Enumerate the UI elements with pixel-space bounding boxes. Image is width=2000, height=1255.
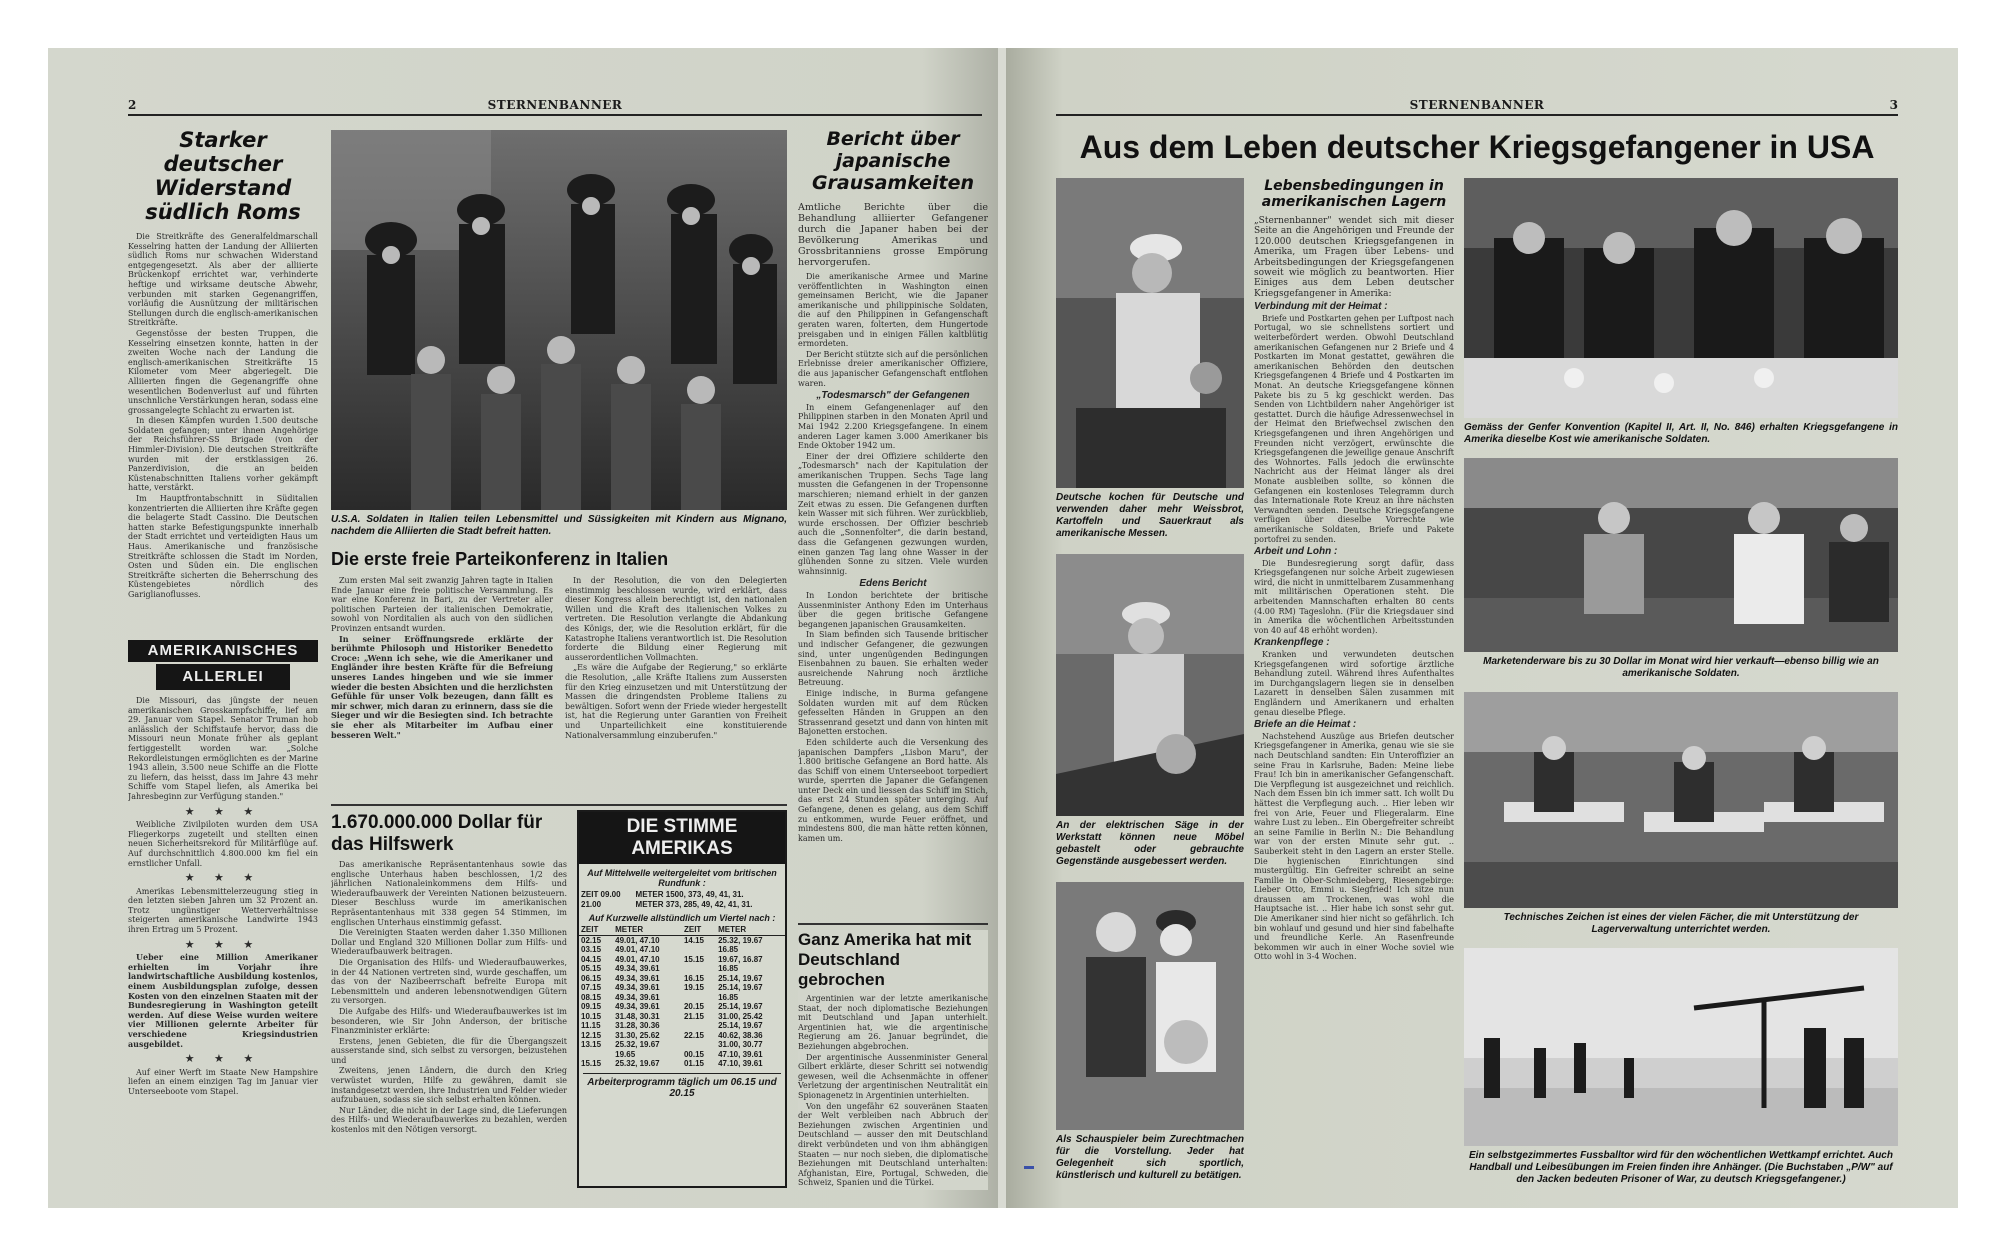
kw-zeit — [682, 1040, 716, 1050]
kw-meter: 25.14, 19.67 — [718, 1002, 763, 1011]
allerlei-item: Auf einer Werft im Staate New Hampshire liefen an einem einzigen Tag im Januar vier Unterseeboote vom Stapel. — [128, 1067, 318, 1096]
column-1 — [128, 128, 318, 1188]
kw-zeit — [682, 964, 716, 974]
kw-zeit: 22.15 — [683, 1030, 705, 1040]
kw-meter: 31.00, 25.42 — [718, 1011, 763, 1021]
mw-meter: METER 1500, 373, 49, 41, 31. — [635, 890, 744, 899]
caption-mess-hall: Gemäss der Genfer Konvention (Kapitel II, Art. II, No. 846) erhalten Kriegsgefangene in Amerika dieselbe Kost wie amerikanische Soldaten. — [1464, 422, 1898, 445]
allerlei-section — [128, 640, 318, 1098]
paragraph: Einige indische, in Burma gefangene Soldaten wurden mit auf dem Rücken gefesselten Händen in Gruppen an den Strassenrand gesetzt und dann von hinten mit Bajonetten erstochen. — [798, 688, 988, 737]
kw-row — [579, 974, 785, 984]
allerlei-body — [128, 696, 318, 1097]
kw-zeit — [579, 1050, 613, 1060]
photo-football-goal — [1464, 948, 1898, 1146]
kw-row — [579, 993, 785, 1003]
japan-subheading-2: Edens Bericht — [859, 578, 927, 590]
kw-meter: 49.34, 39.61 — [615, 992, 660, 1002]
kw-meter: 31.30, 25.62 — [615, 1030, 660, 1040]
paragraph: In London berichtete der britische Aussenminister Anthony Eden im Unterhaus über die gegen britische Gefangene begangenen japanischen Grausamkeiten. — [798, 591, 988, 629]
mw-heading: Auf Mittelwelle weitergeleitet vom britischen Rundfunk : — [587, 868, 777, 888]
left-page — [48, 48, 998, 1208]
paragraph: Erstens, jenen Gebieten, die für die Übergangszeit ausserstande sind, sich selbst zu versorgen, beizustehen und — [331, 1036, 567, 1065]
caption-drawing-class: Technisches Zeichen ist eines der vielen Fächer, die mit Unterstützung der Lagerverwaltung unterrichtet werden. — [1503, 912, 1859, 935]
photo-soldiers-children — [331, 130, 787, 510]
paragraph: Einer der drei Offiziere schilderte den „Todesmarsch" nach der Kapitulation der amerikanischen Truppen. Sechs Tage lang mussten die Gefangenen in der Tropensonne marschieren; niemand erhielt in der ganzen Zeit etwas zu essen. Die Gefangenen durften kein Wasser mit sich führen. Wer zurückblieb, wurde erschossen. Der Offizier beschrieb auch die „Sonnenfolter", die darin bestand, dass die Gefangenen gezwungen wurden, einen ganzen Tag lang ohne Wasser in der glühenden Sonne zu sitzen. Viele wurden wahnsinnig. — [798, 451, 988, 576]
paragraph: Zum ersten Mal seit zwanzig Jahren tagte in Italien Ende Januar eine freie politische Versammlung. Es war eine Konferenz in Bari, zu der Vertreter aller politischen Parteien der italienischen Demokratie, sowohl von Norditalien als auch von den südlichen Provinzen entsandt wurden. — [331, 576, 553, 633]
paragraph: Nachstehend Auszüge aus Briefen deutscher Kriegsgefangener in Amerika, genau wie sie sie nach Deutschland sandten: Ein Unteroffizier an seine Frau in Karlsruhe, Baden: Meine liebe Frau! Ich bin in amerikanischer Gefangenschaft. Die Verpflegung ist ausgezeichnet und reichlich. Nach dem Essen bin ich immer satt. Ich wollt Du hättest die Verpflegung auch. .. Hier leben wir frei von Arie, Feuer und Fliegeralarm. Eine wahre Lust zu leben.. Ein Obergefreiter schreibt an seine Familie in Berlin N.: Die Behandlung war von der ersten Minute sehr gut. .. Sauberkeit steht in den Lagern an erster Stelle. Die hygienischen Einrichtungen sind mustergültig. Ein Gefreiter schreibt an seine Familie in Ober-Schmiedeberg, Riesengebirge: Lieber Otto, Emmi u. Siegfried! Ich sitze nun draussen am Trockenen, was wohl die Hauptsache ist. .. Hier habe ich sonst sehr gut. Die Amerikaner sind hier nicht so gefährlich. Ich bin wohlauf und gesund und hier sind fabelhafte und freundliche Kerle. An Rasenfreunde bekommen wir auch in einer Woche soviel wie Otto wohl in 3-4 Wochen. — [1254, 731, 1454, 962]
kw-row — [579, 964, 785, 974]
kw-meter: 49.34, 39.61 — [615, 964, 660, 973]
kw-row — [579, 1040, 785, 1050]
lead-headline: Starker deutscher Widerstand südlich Roms — [145, 128, 301, 224]
gebrochen-article — [798, 930, 988, 1190]
conference-col-2 — [565, 576, 787, 802]
kw-meter: 19.65 — [615, 1049, 636, 1059]
kw-meter: 25.32, 19.67 — [718, 935, 763, 945]
pow-article-intro: „Sternenbanner" wendet sich mit dieser Seite an die Angehörigen und Freunde der 120.000 deutschen Kriegsgefangenen in Amerika, um Fragen über Lebens- und Arbeitsbedingungen der Kriegsgefangenen soweit wie möglich zu beantworten. Hier Einiges aus dem Leben deutscher Kriegsgefangener in Amerika: — [1254, 216, 1454, 299]
pow-article-body — [1254, 302, 1454, 962]
section-heading: Verbindung mit der Heimat : — [1254, 301, 1388, 313]
kw-zeit: 13.15 — [581, 1040, 602, 1049]
caption-cooks: Deutsche kochen für Deutsche und verwenden daher mehr Weissbrot, Kartoffeln und Sauerkraut als amerikanische Messen. — [1056, 492, 1244, 539]
kw-zeit: 15.15 — [581, 1059, 602, 1068]
paragraph: Briefe und Postkarten gehen per Luftpost nach Portugal, wo sie schnellstens sortiert und weiterbefördert werden. Obwohl Deutschland amerikanischen Gefangenen nur 2 Briefe und 4 Postkarten im Monat gestattet, gewähren die amerikanischen Behörden den deutschen Kriegsgefangenen 4 Briefe und 4 Postkarten im Monat. An deutsche Kriegsgefangene können Pakete bis zu 5 kg geschickt werden. Das Senden von Lichtbildern naher Angehöriger ist gestattet. Durch die häufige Adressenwechsel in der Heimat den Briefwechsel zwischen den Kriegsgefangenen und ihren Angehörigen und Freunden nicht verzögert, erwünschte die Kriegsgefangenen die jeweilige genaue Anschrift des Wohnortes. Falls jedoch die erwünschte Nachricht aus der Heimat länger als drei Monate ausbleiben sollte, so können die Gefangenen ein kostenloses Telegramm durch das Internationale Rote Kreuz an ihre nächsten Verwandten senden. Deutsche Kriegsgefangene verfügen über dieselbe Vorrechte wie amerikanische Soldaten, Briefe und Pakete portofrei zu senden. — [1254, 313, 1454, 544]
kw-meter: 16.85 — [718, 992, 739, 1002]
kw-row — [579, 935, 785, 945]
mw-zeit: 21.00 — [581, 899, 602, 909]
running-head-right — [1056, 96, 1898, 116]
hilfswerk-body — [331, 860, 567, 1190]
kw-meter: 25.32, 19.67 — [615, 1059, 660, 1068]
kw-zeit: 14.15 — [683, 935, 705, 945]
mw-row — [579, 900, 785, 910]
star-icon: ★ ★ ★ — [184, 804, 262, 818]
paragraph: Im Hauptfrontabschnitt in Süditalien konzentrierten die Alliierten ihre Kräfte gegen die belagerte Stadt Cassino. Die Deutschen hatten starke Befestigungspunkte innerhalb der Stadt errichtet und verteidigten Haus um Haus. Amerikanische und französische Streitkräfte schlossen die Stadt im Norden, Osten und Süden ein. Die englischen Streitkräfte sicherten die Beherrschung des Küstengebietes nördlich des Gariglianoflusses. — [128, 494, 318, 599]
kw-zeit: 12.15 — [581, 1030, 602, 1040]
paragraph: Das amerikanische Repräsentantenhaus sowie das englische Unterhaus haben beschlossen, 1/2 des jährlichen Nationaleinkommens dem Hilfs- und Wiederaufbauwerk der Vereinten Nationen beizusteuern. Dieser Beschluss wurde im amerikanischen Repräsentantenhaus mit 338 gegen 54 Stimmen, im englischen Unterhaus einstimmig gefasst. — [331, 860, 567, 927]
paragraph: „Es wäre die Aufgabe der Regierung," so erklärte die Resolution, „alle Kräfte Italiens zum Aussersten für den Krieg einzusetzen und mit Unterstützung der Massen die dringendsten Probleme Italiens zu bewältigen. Sofort wenn der Friede wieder hergestellt ist, hat die Regierung unter Garantien von Freiheit und Unparteilichkeit eine konstituierende Nationalversammlung einzuberufen." — [565, 663, 787, 740]
kw-meter: 40.62, 38.36 — [718, 1030, 763, 1040]
kw-heading: Auf Kurzwelle allstündlich um Viertel nach : — [588, 913, 776, 923]
kw-zeit — [682, 945, 716, 955]
kw-zeit: 01.15 — [683, 1059, 705, 1068]
kw-meter: 25.14, 19.67 — [718, 973, 763, 983]
paragraph: Zweitens, jenen Ländern, die durch den Krieg verwüstet wurden, Hilfe zu gewähren, damit sie instandgesetzt werden, ihre Industrien und Felder wieder aufzubauen, sodass sie sich selbst erhalten können. — [331, 1066, 567, 1105]
col-zeit: ZEIT — [579, 925, 613, 935]
mw-row — [579, 890, 785, 900]
kw-zeit: 00.15 — [683, 1049, 705, 1059]
kw-zeit: 16.15 — [683, 973, 705, 983]
kw-meter: 49.34, 39.61 — [615, 973, 660, 983]
star-icon: ★ ★ ★ — [184, 871, 262, 885]
kw-zeit — [682, 1021, 716, 1031]
star-icon: ★ ★ ★ — [184, 937, 262, 951]
running-head-left — [128, 96, 982, 116]
masthead: STERNENBANNER — [487, 98, 623, 112]
radio-footer: Arbeiterprogramm täglich um 06.15 und 20.15 — [583, 1073, 781, 1099]
kw-zeit: 10.15 — [581, 1011, 602, 1021]
kw-meter: 31.28, 30.36 — [615, 1021, 660, 1030]
paragraph: Gegenstösse der besten Truppen, die Kesselring einsetzen konnte, hatten in der zweiten Woche nach der Landung die englisch-amerikanischen Streitkräfte 15 Kilometer vom Meer abgeriegelt. Die Alliierten fingen die Gegenangriffe ohne wesentlichen Bodenverlust auf und führten unschnliche Verstärkungen heran, sodass eine grossangelegte Schlacht zu erwarten ist. — [128, 328, 318, 415]
kw-row — [579, 955, 785, 965]
photo-cooks — [1056, 178, 1244, 488]
gebrochen-body — [798, 994, 988, 1188]
japan-body — [798, 272, 988, 843]
caption-actors: Als Schauspieler beim Zurechtmachen für die Vorstellung. Jeder hat Gelegenheit sich sportlich, künstlerisch und kulturell zu betätigen. — [1056, 1134, 1244, 1181]
allerlei-banner-line2: ALLERLEI — [156, 664, 290, 690]
photo-drawing-class — [1464, 692, 1898, 908]
kw-table — [579, 925, 785, 1069]
kw-meter: 49.01, 47.10 — [615, 935, 660, 945]
paragraph: In der Resolution, die von den Delegierten einstimmig beschlossen wurde, wird erklärt, dass dieser Kongress allein berechtigt ist, den nationalen Willen und die Kraft des italienischen Volkes zu vertreten. Die Resolution verlangte die Abdankung des Königs, der, wie die Resolution erklärt, für die Katastrophe Italiens verantwortlich ist. Die Resolution forderte die Bildung einer Regierung mit ausserordentlichen Vollmachten. — [565, 576, 787, 662]
radio-title-line1: DIE STIMME — [626, 816, 738, 837]
paragraph: Kranken und verwundeten deutschen Kriegsgefangenen wird sofortige ärztliche Behandlung zuteil. Während ihres Aufenthaltes im Durchgangslagern liegen sie in denselben Lazarett in denselben Sälen zusammen mit Engländern und Amerikanern und erhalten genau dieselbe Pflege. — [1254, 650, 1454, 717]
paragraph: Die Bundesregierung sorgt dafür, dass Kriegsgefangenen nur solche Arbeit zugewiesen wird, die nicht in unmittelbarem Zusammenhang mit militärischen Operationen steht. Die arbeitenden Mannschaften erhalten 80 cents (4.00 RM) Tageslohn. (Für die Kriegsdauer sind in Amerika die wöchentlichen Arbeitsstunden von 40 auf 48 erhöht worden). — [1254, 558, 1454, 635]
kw-zeit: 05.15 — [581, 964, 602, 973]
paragraph: Argentinien war der letzte amerikanische Staat, der noch diplomatische Beziehungen mit Deutschland und Japan unterhielt. Argentinien hat, wie die argentinische Regierung am 26. Januar begründet, die Beziehungen abgebrochen. — [798, 994, 988, 1051]
page-number: 3 — [1889, 98, 1898, 112]
masthead: STERNENBANNER — [1409, 98, 1545, 112]
photo-mess-hall — [1464, 178, 1898, 418]
banner-headline: Aus dem Leben deutscher Kriegsgefangener in USA — [1079, 129, 1875, 165]
hilfswerk-headline: 1.670.000.000 Dollar für das Hilfswerk — [331, 812, 543, 855]
kw-row — [579, 945, 785, 955]
allerlei-item: Die Missouri, das jüngste der neuen amerikanischen Grosskampfschiffe, lief am 29. Januar vom Stapel. Senator Truman hob anlässlich der Schiffstaufe hervor, dass die Missouri neun Monate früher als geplant fertiggestellt worden war. „Solche Rekordleistungen ermöglichten es der Marine 1943 allein, 3.500 neue Schiffe an die Flotte zu liefern, das heisst, dass im Jahre 43 mehr Schiffe vom Stapel liefen, als Amerika bei Jahresbeginn zur Verfügung standen." — [128, 696, 318, 801]
section-heading: Briefe an die Heimat : — [1254, 719, 1357, 731]
allerlei-item: Amerikas Lebensmittelerzeugung stieg in den letzten sieben Jahren um 32 Prozent an. Trotz ungünstiger Wetterverhältnisse steigerten amerikanische Landwirte 1943 ihren Ertrag um 5 Prozent. — [128, 886, 318, 935]
allerlei-banner-line1: AMERIKANISCHES — [128, 640, 318, 662]
kw-zeit: 19.15 — [683, 983, 705, 992]
allerlei-item: Ueber eine Million Amerikaner erhielten im Vorjahr ihre landwirtschaftliche Ausbildung kostenlos, einem Ausbildungsplan zufolge, dessen Kosten von den einzelnen Staaten mit der Bundesregierung in Washington geteilt werden. Auf diese Weise wurden weitere vier Millionen gelernte Arbeiter für verschiedene Kriegsindustrien ausgebildet. — [128, 952, 318, 1049]
kw-zeit: 09.15 — [581, 1002, 602, 1011]
paragraph: Die Organisation des Hilfs- und Wiederaufbauwerkes, in der 44 Nationen vertreten sind, wurde geschaffen, um das von der Nazibeerrschaft befreite Europa mit Lebensmitteln und anderen lebensnotwendigen Gütern zu versorgen. — [331, 957, 567, 1006]
kw-zeit: 04.15 — [581, 954, 602, 964]
caption-saw: An der elektrischen Säge in der Werkstatt können neue Möbel gebastelt oder gebrauchte Gegenstände ausgebessert werden. — [1056, 820, 1244, 867]
photo-actors — [1056, 882, 1244, 1130]
paragraph: Der Bericht stützte sich auf die persönlichen Erlebnisse dreier amerikanischer Offiziere, die aus japanischer Gefangenschaft entflohen waren. — [798, 349, 988, 388]
allerlei-item: Weibliche Zivilpiloten wurden dem USA Fliegerkorps zugeteilt und stellten einen neuen Sicherheitsrekord für Militärflüge auf. Auf durchschnittlich 4.800.000 km fiel ein ernstlicher Unfall. — [128, 820, 318, 868]
kw-table-body — [579, 935, 785, 1069]
paragraph: Die Vereinigten Staaten werden daher 1.350 Millionen Dollar und England 320 Millionen Dollar zum Hilfs- und Wiederaufbauwerk beitragen. — [331, 928, 567, 957]
caption-soldiers-children: U.S.A. Soldaten in Italien teilen Lebensmittel und Süssigkeiten mit Kindern aus Mignano, nachdem die Alliierten die Stadt befreit hatten. — [331, 514, 787, 537]
newspaper-spread — [48, 48, 1958, 1208]
paragraph: Eden schilderte auch die Versenkung des japanischen Dampfers „Lisbon Maru", der 1.800 britische Gefangene an Bord hatte. Als das Schiff von einem Unterseeboot torpediert wurde, sperrten die Japaner die Gefangenen unter Deck ein und liessen das Schiff im Stich, das erst 24 Stunden später unterging. Auf Gefangene, denen es gelang, aus dem Schiff zu entkommen, wurde Feuer eröffnet, und mindestens 800, die man hätte retten können, kamen um. — [798, 737, 988, 843]
radio-title-line2: AMERIKAS — [631, 838, 733, 859]
kw-row — [579, 983, 785, 993]
gebrochen-headline: Ganz Amerika hat mit Deutschland gebrochen — [798, 930, 972, 989]
kw-meter: 25.14, 19.67 — [718, 983, 763, 992]
kw-meter: 49.34, 39.61 — [615, 983, 660, 992]
kw-meter: 25.32, 19.67 — [615, 1040, 660, 1049]
kw-meter: 25.14, 19.67 — [718, 1021, 763, 1030]
mw-meter: METER 373, 285, 49, 42, 41, 31. — [635, 899, 753, 909]
paragraph: Die Streitkräfte des Generalfeldmarschall Kesselring hatten der Landung der Alliierten südlich Roms nur schwachen Widerstand entgegengesetzt. Als aber der alliierte Brückenkopf errichtet war, verhinderte heftige und wirksame deutsche Abwehr, verbunden mit starken Gegenangriffen, vorläufig die Ausnützung der militärischen Stellungen durch die englisch-amerikanischen Streitkräfte. — [128, 232, 318, 328]
radio-schedule-box — [577, 810, 787, 1188]
col-meter: METER — [613, 925, 682, 935]
mw-zeit: ZEIT 09.00 — [581, 890, 621, 899]
radio-title — [579, 812, 785, 864]
paragraph: In seiner Eröffnungsrede erklärte der berühmte Philosoph und Historiker Benedetto Croce: „Wenn ich sehe, wie die Amerikaner und Engländer ihre besten Kräfte für die Befreiung unseres Landes hingeben und wie sie immer wieder die besten Absichten und die herzlichsten Gefühle für unser Volk bezeugen, dann fällt es mir schwer, mich daran zu erinnern, dass sie die Sieger und wir die Besiegten sind. Ich betrachte sie eher als Mitarbeiter im Aufbau einer besseren Welt." — [331, 633, 553, 740]
kw-zeit: 07.15 — [581, 983, 602, 992]
kw-meter: 49.34, 39.61 — [615, 1002, 660, 1011]
kw-zeit: 03.15 — [581, 945, 602, 954]
kw-meter: 19.67, 16.87 — [718, 954, 763, 964]
col-meter: METER — [716, 925, 785, 935]
kw-header-row — [579, 925, 785, 935]
paragraph: Nur Länder, die nicht in der Lage sind, die Lieferungen des Hilfs- und Wiederaufbauwerkes zu bezahlen, werden kostenlos mit den Nötigen versorgt. — [331, 1105, 567, 1135]
kw-meter: 31.00, 30.77 — [718, 1040, 763, 1049]
paragraph: In Siam befinden sich Tausende britischer und indischer Gefangener, die gezwungen sind, unter ungenügenden Bedingungen Eisenbahnen zu bauen. Sie erhalten weder ausreichende Nahrung noch ärztliche Betreuung. — [798, 630, 988, 688]
kw-meter: 16.85 — [718, 964, 739, 973]
kw-zeit — [682, 993, 716, 1003]
paragraph: In diesen Kämpfen wurden 1.500 deutsche Soldaten gefangen; unter ihnen Angehörige der Reichsführer-SS Brigade (von der Himmler-Division). Die deutschen Streitkräfte wurden mit der erstklassigen 26. Panzerdivision, die an beiden Küstenabschnitten Italiens vorher gekämpft hatte, verstärkt. — [128, 416, 318, 493]
kw-zeit: 20.15 — [683, 1002, 705, 1011]
conference-headline: Die erste freie Parteikonferenz in Italien — [331, 549, 669, 569]
paragraph: Die amerikanische Armee und Marine veröffentlichten in Washington einen gemeinsamen Bericht, wie die Japaner amerikanische und philippinische Soldaten, die auf den Philippinen in Gefangenschaft geraten waren, folterten, dem Hungertode preisgaben und in einigen Fällen kaltblütig ermordeten. — [798, 272, 988, 349]
kw-meter: 31.48, 30.31 — [615, 1011, 660, 1021]
paragraph: Der argentinische Aussenminister General Gilbert erklärte, dieser Schritt sei notwendig gewesen, weil die Achsenmächte in offener Verletzung der argentinischen Neutralität ein Spionagenetz in Argentinien unterhielten. — [798, 1052, 988, 1100]
kw-zeit: 02.15 — [581, 935, 602, 945]
kw-row — [579, 1012, 785, 1022]
kw-row — [579, 1050, 785, 1060]
pow-article — [1254, 178, 1454, 1198]
caption-canteen: Marketenderware bis zu 30 Dollar im Monat wird hier verkauft—ebenso billig wie an amerikanische Soldaten. — [1483, 656, 1879, 679]
kw-row — [579, 1002, 785, 1012]
right-page — [1006, 48, 1958, 1208]
paragraph: Von den ungefähr 62 souveränen Staaten der Welt verbleiben nach Abbruch der Beziehungen zwischen Argentinien und Deutschland — ausser den mit Deutschland direkt verbündeten und von ihm abhängigen Staaten — nur noch sieben, die diplomatische Beziehungen mit Deutschland unterhalten: Afghanistan, Eire, Portugal, Schweden, die Schweiz, Spanien und die Türkei. — [798, 1101, 988, 1188]
kw-row — [579, 1059, 785, 1069]
japan-headline: Bericht über japanische Grausamkeiten — [811, 128, 975, 194]
kw-row — [579, 1031, 785, 1041]
section-heading: Krankenpflege : — [1254, 637, 1330, 649]
blue-pen-mark — [1024, 1166, 1034, 1169]
kw-zeit: 15.15 — [683, 954, 705, 964]
conference-col-1 — [331, 576, 553, 802]
kw-meter: 49.01, 47.10 — [615, 945, 660, 954]
paragraph: In einem Gefangenenlager auf den Philippinen starben in den Monaten April und Mai 1942 2.200 Kriegsgefangene. In einem anderen Lager kamen 3.000 Amerikaner bis Ende Oktober 1942 um. — [798, 402, 988, 451]
kw-zeit: 06.15 — [581, 973, 602, 983]
kw-zeit: 08.15 — [581, 992, 602, 1002]
kw-meter: 16.85 — [718, 945, 739, 954]
kw-meter: 47.10, 39.61 — [718, 1049, 763, 1059]
photo-saw — [1056, 554, 1244, 816]
kw-meter: 47.10, 39.61 — [718, 1059, 763, 1068]
kw-meter: 49.01, 47.10 — [615, 954, 660, 964]
col-zeit: ZEIT — [682, 925, 716, 935]
caption-football-goal: Ein selbstgezimmertes Fussballtor wird für den wöchentlichen Wettkampf errichtet. Auch Handball und Leibesübungen im Freien finden ihre Anhänger. (Die Buchstaben „P/W" auf den Jacken bedeuten Prisoner of War, zu deutsch Kriegsgefangener.) — [1469, 1150, 1893, 1185]
japan-intro: Amtliche Berichte über die Behandlung alliierter Gefangener durch die Japaner haben bei der Bevölkerung Amerikas und Grossbritanniens grosse Empörung hervorgerufen. — [798, 202, 988, 268]
japan-subheading-1: „Todesmarsch" der Gefangenen — [816, 390, 970, 402]
star-icon: ★ ★ ★ — [184, 1052, 262, 1066]
lead-article-body — [128, 232, 318, 600]
kw-row — [579, 1021, 785, 1031]
pow-article-headline: Lebensbedingungen in amerikanischen Lagern — [1261, 178, 1447, 210]
page-number: 2 — [128, 98, 137, 112]
divider — [798, 923, 988, 925]
photo-canteen — [1464, 458, 1898, 652]
kw-zeit: 11.15 — [581, 1021, 601, 1030]
mw-table — [579, 890, 785, 909]
kw-zeit: 21.15 — [683, 1011, 705, 1021]
section-heading: Arbeit und Lohn : — [1254, 546, 1338, 558]
paragraph: Die Aufgabe des Hilfs- und Wiederaufbauwerkes ist im besonderen, wie Sir John Anderson, der britische Finanzminister erklärte: — [331, 1006, 567, 1036]
divider — [331, 804, 787, 806]
